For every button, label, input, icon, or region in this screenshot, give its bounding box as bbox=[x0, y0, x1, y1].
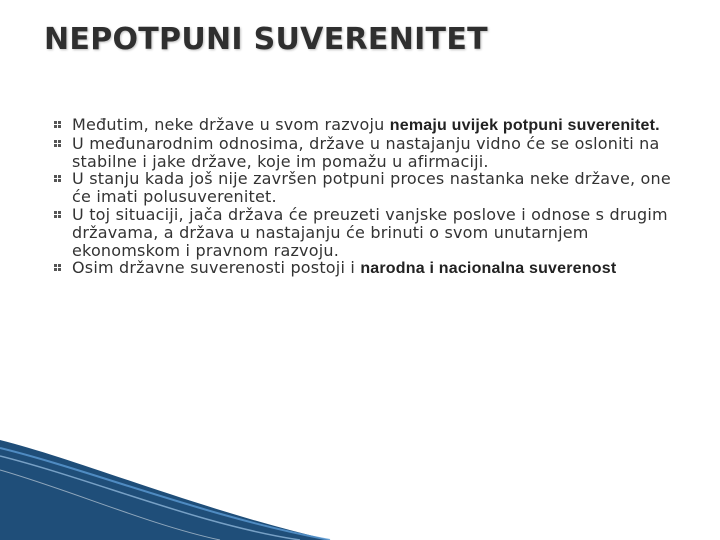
bullet-list bbox=[48, 116, 678, 278]
square-bullet-icon bbox=[54, 175, 61, 182]
square-bullet-icon bbox=[54, 211, 61, 218]
bullet-text: U stanju kada još nije završen potpuni proces nastanka neke države, one će imati polusuverenitet. bbox=[72, 169, 671, 207]
bullet-emphasis: narodna i nacionalna suverenost bbox=[360, 260, 617, 278]
bullet-text: Osim državne suverenosti postoji i bbox=[72, 258, 361, 278]
square-bullet-icon bbox=[54, 140, 61, 147]
bullet-text: U međunarodnim odnosima, države u nastajanju vidno će se osloniti na stabilne i jake države, koje im pomažu u afirmaciji. bbox=[72, 133, 660, 171]
bullet-emphasis: nemaju uvijek potpuni suverenitet. bbox=[389, 117, 660, 134]
bullet-item bbox=[48, 206, 678, 259]
corner-wave-decoration bbox=[0, 440, 720, 540]
square-bullet-icon bbox=[54, 264, 61, 271]
square-bullet-icon bbox=[54, 121, 61, 128]
bullet-text: Međutim, neke države u svom razvoju bbox=[72, 115, 390, 134]
slide-title: NEPOTPUNI SUVERENITET bbox=[44, 22, 488, 57]
bullet-item bbox=[48, 135, 678, 171]
bullet-item bbox=[48, 259, 678, 278]
bullet-text: U toj situaciji, jača država će preuzeti vanjske poslove i odnose s drugim državama, a država u nastajanju će brinuti o svom unutarnjem ekonomskom i pravnom razvoju. bbox=[72, 204, 668, 260]
bullet-item bbox=[48, 116, 678, 135]
bullet-item bbox=[48, 170, 678, 206]
